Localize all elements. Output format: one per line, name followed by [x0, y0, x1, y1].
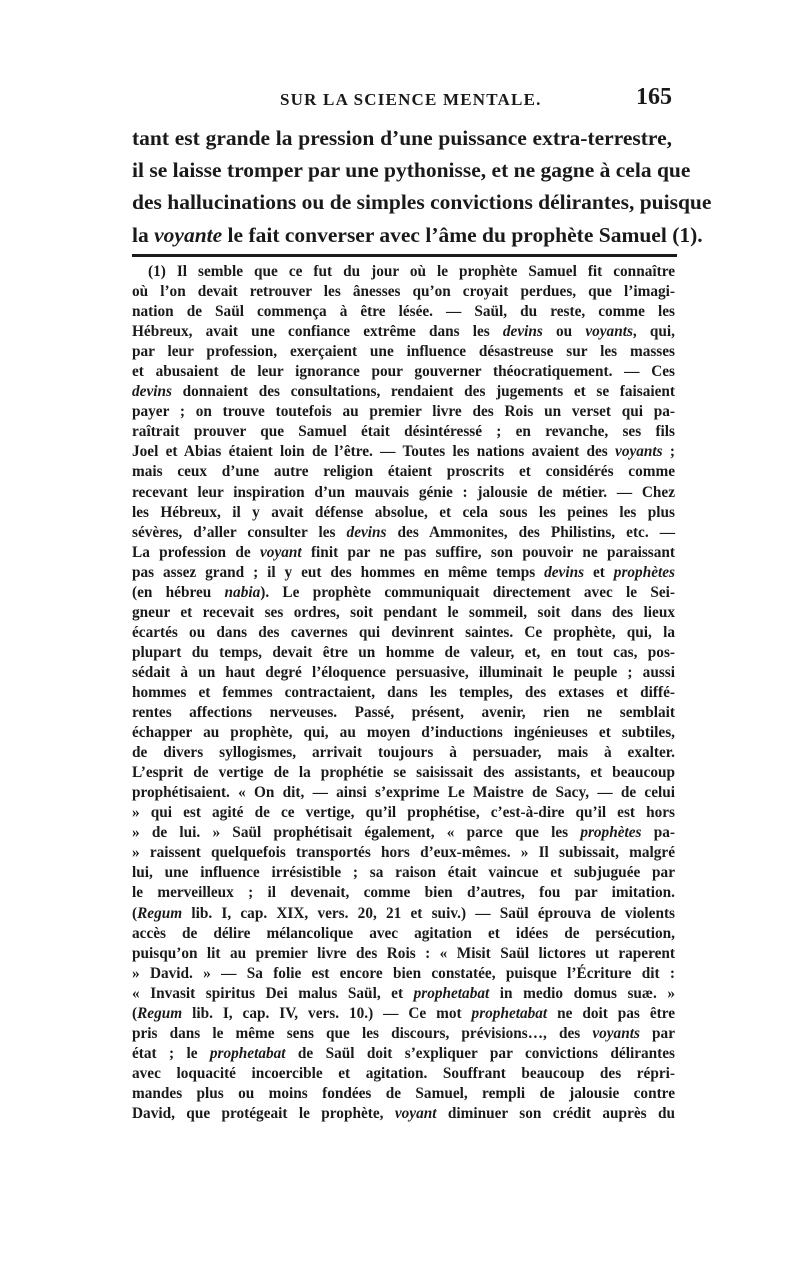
footnote-line: pas assez grand ; il y eut des hommes en même temps devins et prophètes: [132, 563, 675, 581]
running-title: SUR LA SCIENCE MENTALE.: [280, 90, 542, 109]
footnote-line: gneur et recevait ses ordres, soit pendant le sommeil, soit dans des lieux: [132, 603, 675, 621]
footnote-line: plupart du temps, devait être un homme de valeur, et, en tout cas, pos-: [132, 643, 675, 661]
footnote-line: état ; le prophetabat de Saül doit s’expliquer par convictions délirantes: [132, 1044, 676, 1062]
footnote-line: payer ; on trouve toutefois au premier livre des Rois un verset qui pa-: [132, 403, 675, 421]
footnote-line: » David. » — Sa folie est encore bien constatée, puisque l’Écriture dit :: [132, 964, 675, 982]
footnote-line: le merveilleux ; il devenait, comme bien d’autres, fou par imitation.: [132, 884, 675, 902]
footnote-line: prophétisaient. « On dit, — ainsi s’exprime Le Maistre de Sacy, — de celui: [132, 784, 675, 802]
footnote-separator-rule: [132, 254, 677, 257]
footnote-line: » qui est agité de ce vertige, qu’il prophétise, c’est-à-dire qu’il est hors: [132, 804, 675, 822]
footnote-line: La profession de voyant finit par ne pas suffire, son pouvoir ne paraissant: [132, 543, 675, 561]
footnote-line: accès de délire mélancolique avec agitation et idées de persécution,: [132, 924, 675, 942]
footnote-line: Hébreux, avait une confiance extrême dans les devins ou voyants, qui,: [132, 323, 675, 341]
footnote-line: pris dans le même sens que les discours, prévisions…, des voyants par: [132, 1024, 675, 1042]
main-text-line: la voyante le fait converser avec l’âme du prophète Samuel (1).: [132, 222, 703, 247]
footnote-line: David, que protégeait le prophète, voyant diminuer son crédit auprès du: [132, 1104, 675, 1122]
footnote-line: et abusaient de leur ignorance pour gouverner théocratiquement. — Ces: [132, 363, 675, 381]
footnote-line: L’esprit de vertige de la prophétie se saisissait des assistants, et beaucoup: [132, 764, 675, 782]
footnote-line: (Regum lib. I, cap. XIX, vers. 20, 21 et suiv.) — Saül éprouva de violents: [132, 904, 675, 922]
footnote-line: (1) Il semble que ce fut du jour où le prophète Samuel fit connaître: [148, 263, 675, 280]
main-text-block: [132, 122, 712, 251]
page-number: 165: [636, 84, 672, 110]
main-text-line: il se laisse tromper par une pythonisse, et ne gagne à cela que: [132, 158, 691, 183]
footnote-line: Joel et Abias étaient loin de l’être. — Toutes les nations avaient des voyants ;: [132, 443, 675, 461]
footnote-line: (Regum lib. I, cap. IV, vers. 10.) — Ce mot prophetabat ne doit pas être: [132, 1004, 676, 1022]
footnote-line: mandes plus ou moins fondées de Samuel, rempli de jalousie contre: [132, 1084, 675, 1102]
footnote-line: hommes et femmes contractaient, dans les temples, des extases et diffé-: [132, 683, 675, 701]
page-header: [132, 84, 672, 118]
main-text-line: tant est grande la pression d’une puissance extra-terrestre,: [132, 126, 672, 150]
footnote-line: » raissent quelquefois transportés hors d’eux-mêmes. » Il subissait, malgré: [132, 844, 675, 862]
footnote-line: où l’on devait retrouver les ânesses qu’on croyait perdues, que l’imagi-: [132, 283, 675, 301]
main-text-line: des hallucinations ou de simples convictions délirantes, puisque: [132, 190, 712, 215]
footnote-line: sédait à un haut degré l’éloquence persuasive, illuminait le peuple ; aussi: [132, 663, 675, 681]
footnote-line: puisqu’on lit au premier livre des Rois : « Misit Saül lictores ut raperent: [132, 944, 675, 962]
footnote-line: raîtrait prouver que Samuel était désintéressé ; en revanche, ses fils: [132, 423, 675, 441]
footnote-line: de divers syllogismes, arrivait toujours à persuader, mais à exalter.: [132, 744, 675, 762]
footnote-line: les Hébreux, il y avait défense absolue, et cela sous les peines les plus: [132, 503, 675, 521]
footnote-line: avec loquacité incoercible et agitation. Souffrant beaucoup des répri-: [132, 1064, 675, 1082]
footnote-block: [132, 262, 675, 1124]
footnote-line: (en hébreu nabia). Le prophète communiquait directement avec le Sei-: [132, 583, 676, 601]
footnote-line: rentes affections nerveuses. Passé, présent, avenir, rien ne semblait: [132, 704, 675, 722]
footnote-line: devins donnaient des consultations, rendaient des jugements et se faisaient: [132, 383, 675, 401]
footnote-line: sévères, d’aller consulter les devins des Ammonites, des Philistins, etc. —: [132, 523, 675, 541]
footnote-line: écartés ou dans des cavernes qui devinrent saintes. Ce prophète, qui, la: [132, 623, 675, 641]
footnote-line: » de lui. » Saül prophétisait également, « parce que les prophètes pa-: [132, 824, 675, 842]
footnote-line: recevant leur inspiration d’un mauvais génie : jalousie de métier. — Chez: [132, 483, 675, 501]
footnote-line: lui, une influence irrésistible ; sa raison était vaincue et subjuguée par: [132, 864, 675, 882]
footnote-line: « Invasit spiritus Dei malus Saül, et prophetabat in medio domus suæ. »: [132, 984, 675, 1002]
footnote-line: par leur profession, exerçaient une influence désastreuse sur les masses: [132, 343, 675, 361]
footnote-line: nation de Saül commença à être lésée. — Saül, du reste, comme les: [132, 303, 675, 321]
footnote-line: échapper au prophète, qui, au moyen d’inductions ingénieuses et subtiles,: [132, 724, 675, 742]
footnote-line: mais ceux d’une autre religion étaient proscrits et considérés comme: [132, 463, 675, 481]
